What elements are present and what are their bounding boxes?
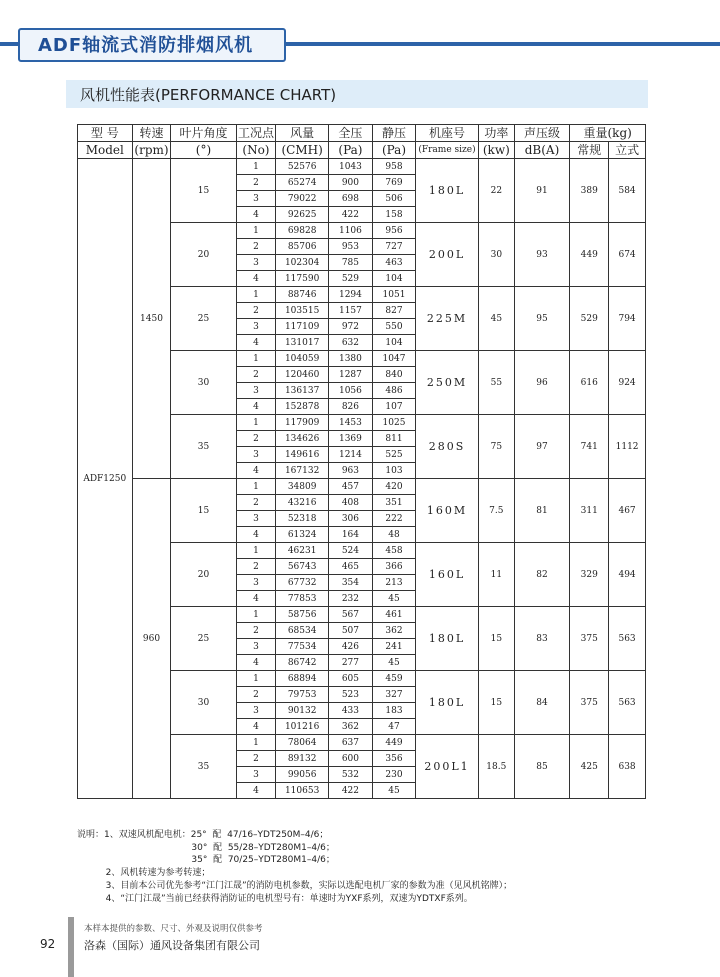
point-cell: 2 [236,751,276,767]
total-pressure-cell: 567 [328,607,372,623]
airflow-cell: 46231 [276,543,328,559]
static-pressure-cell: 158 [372,207,415,223]
header-airflow-unit: (CMH) [276,142,328,159]
static-pressure-cell: 45 [372,591,415,607]
total-pressure-cell: 1043 [328,159,372,175]
airflow-cell: 110653 [276,783,328,799]
point-cell: 1 [236,159,276,175]
header-angle-unit: (°) [171,142,236,159]
notes [77,829,512,905]
total-pressure-cell: 1214 [328,447,372,463]
static-pressure-cell: 459 [372,671,415,687]
total-pressure-cell: 306 [328,511,372,527]
point-cell: 1 [236,607,276,623]
point-cell: 2 [236,559,276,575]
note-line: 35° 配 70/25–YDT280M1–4/6； [77,855,335,866]
airflow-cell: 58756 [276,607,328,623]
weight-vertical-cell: 924 [609,351,646,415]
point-cell: 4 [236,527,276,543]
header-noise-unit: dB(A) [514,142,570,159]
point-cell: 2 [236,175,276,191]
total-pressure-cell: 900 [328,175,372,191]
table-row [78,479,646,495]
airflow-cell: 152878 [276,399,328,415]
frame-cell: 250M [416,351,479,415]
table-row [78,159,646,175]
noise-cell: 82 [514,543,570,607]
airflow-cell: 167132 [276,463,328,479]
airflow-cell: 69828 [276,223,328,239]
header-total-pressure: 全压 [328,125,372,142]
static-pressure-cell: 107 [372,399,415,415]
point-cell: 4 [236,719,276,735]
noise-cell: 81 [514,479,570,543]
angle-cell: 15 [171,479,236,543]
noise-cell: 93 [514,223,570,287]
power-cell: 45 [478,287,514,351]
point-cell: 3 [236,319,276,335]
static-pressure-cell: 327 [372,687,415,703]
airflow-cell: 117590 [276,271,328,287]
static-pressure-cell: 811 [372,431,415,447]
static-pressure-cell: 486 [372,383,415,399]
frame-cell: 225M [416,287,479,351]
point-cell: 2 [236,495,276,511]
airflow-cell: 120460 [276,367,328,383]
airflow-cell: 131017 [276,335,328,351]
weight-standard-cell: 529 [570,287,609,351]
static-pressure-cell: 840 [372,367,415,383]
point-cell: 3 [236,191,276,207]
airflow-cell: 79753 [276,687,328,703]
airflow-cell: 68534 [276,623,328,639]
angle-cell: 20 [171,223,236,287]
airflow-cell: 103515 [276,303,328,319]
static-pressure-cell: 449 [372,735,415,751]
page-number: 92 [40,937,56,951]
airflow-cell: 68894 [276,671,328,687]
airflow-cell: 136137 [276,383,328,399]
total-pressure-cell: 1157 [328,303,372,319]
total-pressure-cell: 1287 [328,367,372,383]
airflow-cell: 52318 [276,511,328,527]
header-angle: 叶片角度 [171,125,236,142]
total-pressure-cell: 529 [328,271,372,287]
airflow-cell: 117909 [276,415,328,431]
static-pressure-cell: 351 [372,495,415,511]
airflow-cell: 78064 [276,735,328,751]
total-pressure-cell: 1056 [328,383,372,399]
airflow-cell: 92625 [276,207,328,223]
noise-cell: 91 [514,159,570,223]
header-weight: 重量(kg) [570,125,646,142]
total-pressure-cell: 605 [328,671,372,687]
noise-cell: 83 [514,607,570,671]
total-pressure-cell: 637 [328,735,372,751]
static-pressure-cell: 222 [372,511,415,527]
power-cell: 7.5 [478,479,514,543]
noise-cell: 97 [514,415,570,479]
total-pressure-cell: 1294 [328,287,372,303]
angle-cell: 15 [171,159,236,223]
total-pressure-cell: 785 [328,255,372,271]
total-pressure-cell: 1106 [328,223,372,239]
total-pressure-cell: 524 [328,543,372,559]
angle-cell: 25 [171,287,236,351]
header-row-top [78,125,646,142]
model-cell: ADF1250 [78,159,133,799]
point-cell: 1 [236,351,276,367]
static-pressure-cell: 47 [372,719,415,735]
power-cell: 18.5 [478,735,514,799]
power-cell: 75 [478,415,514,479]
total-pressure-cell: 1369 [328,431,372,447]
company-name: 洛森（国际）通风设备集团有限公司 [84,939,260,952]
static-pressure-cell: 958 [372,159,415,175]
static-pressure-cell: 362 [372,623,415,639]
total-pressure-cell: 1453 [328,415,372,431]
static-pressure-cell: 769 [372,175,415,191]
airflow-cell: 67732 [276,575,328,591]
airflow-cell: 61324 [276,527,328,543]
weight-standard-cell: 616 [570,351,609,415]
point-cell: 4 [236,591,276,607]
airflow-cell: 85706 [276,239,328,255]
weight-vertical-cell: 674 [609,223,646,287]
static-pressure-cell: 366 [372,559,415,575]
note-line: 30° 配 55/28–YDT280M1–4/6； [77,842,335,853]
total-pressure-cell: 632 [328,335,372,351]
total-pressure-cell: 600 [328,751,372,767]
static-pressure-cell: 1025 [372,415,415,431]
total-pressure-cell: 507 [328,623,372,639]
point-cell: 3 [236,703,276,719]
static-pressure-cell: 1047 [372,351,415,367]
frame-cell: 160M [416,479,479,543]
airflow-cell: 77853 [276,591,328,607]
speed-cell: 960 [132,479,171,799]
weight-vertical-cell: 563 [609,607,646,671]
static-pressure-cell: 506 [372,191,415,207]
angle-cell: 35 [171,735,236,799]
total-pressure-cell: 354 [328,575,372,591]
static-pressure-cell: 550 [372,319,415,335]
weight-vertical-cell: 584 [609,159,646,223]
header-point-unit: (No) [236,142,276,159]
static-pressure-cell: 104 [372,271,415,287]
total-pressure-cell: 963 [328,463,372,479]
frame-cell: 180L [416,159,479,223]
static-pressure-cell: 45 [372,655,415,671]
note-line: 4、“江门江晟”当前已经获得消防证的电机型号有：单速时为YXF系列，双速为YDTXF系列。 [77,893,473,904]
angle-cell: 30 [171,351,236,415]
point-cell: 2 [236,303,276,319]
point-cell: 4 [236,335,276,351]
noise-cell: 95 [514,287,570,351]
total-pressure-cell: 972 [328,319,372,335]
section-title: 风机性能表(PERFORMANCE CHART) [80,86,337,104]
point-cell: 2 [236,623,276,639]
weight-standard-cell: 449 [570,223,609,287]
total-pressure-cell: 457 [328,479,372,495]
static-pressure-cell: 458 [372,543,415,559]
point-cell: 4 [236,783,276,799]
header-static-pressure: 静压 [372,125,415,142]
weight-standard-cell: 329 [570,543,609,607]
airflow-cell: 43216 [276,495,328,511]
point-cell: 3 [236,255,276,271]
static-pressure-cell: 956 [372,223,415,239]
header-weight-standard: 常规 [570,142,609,159]
point-cell: 3 [236,575,276,591]
footer-accent-bar [68,917,74,977]
airflow-cell: 134626 [276,431,328,447]
power-cell: 30 [478,223,514,287]
weight-standard-cell: 389 [570,159,609,223]
static-pressure-cell: 48 [372,527,415,543]
point-cell: 4 [236,463,276,479]
header-static-pressure-unit: (Pa) [372,142,415,159]
total-pressure-cell: 698 [328,191,372,207]
angle-cell: 30 [171,671,236,735]
header-power-unit: (kw) [478,142,514,159]
airflow-cell: 88746 [276,287,328,303]
frame-cell: 180L [416,671,479,735]
total-pressure-cell: 1380 [328,351,372,367]
airflow-cell: 117109 [276,319,328,335]
point-cell: 4 [236,399,276,415]
static-pressure-cell: 356 [372,751,415,767]
header-frame-unit: (Frame size) [416,142,479,159]
point-cell: 4 [236,271,276,287]
point-cell: 1 [236,479,276,495]
airflow-cell: 56743 [276,559,328,575]
power-cell: 15 [478,671,514,735]
point-cell: 1 [236,671,276,687]
performance-table [77,124,646,799]
weight-vertical-cell: 1112 [609,415,646,479]
airflow-cell: 101216 [276,719,328,735]
power-cell: 11 [478,543,514,607]
total-pressure-cell: 277 [328,655,372,671]
point-cell: 4 [236,207,276,223]
point-cell: 4 [236,655,276,671]
static-pressure-cell: 420 [372,479,415,495]
header-power: 功率 [478,125,514,142]
point-cell: 1 [236,415,276,431]
airflow-cell: 52576 [276,159,328,175]
point-cell: 3 [236,767,276,783]
header-point: 工况点 [237,125,274,140]
total-pressure-cell: 523 [328,687,372,703]
total-pressure-cell: 164 [328,527,372,543]
static-pressure-cell: 525 [372,447,415,463]
static-pressure-cell: 213 [372,575,415,591]
page-title: ADF轴流式消防排烟风机 [38,35,254,56]
total-pressure-cell: 532 [328,767,372,783]
weight-standard-cell: 425 [570,735,609,799]
table-header [78,125,646,159]
total-pressure-cell: 422 [328,207,372,223]
total-pressure-cell: 826 [328,399,372,415]
total-pressure-cell: 953 [328,239,372,255]
frame-cell: 200L1 [416,735,479,799]
note-line: 2、风机转速为参考转速； [77,868,211,879]
airflow-cell: 65274 [276,175,328,191]
weight-vertical-cell: 467 [609,479,646,543]
frame-cell: 160L [416,543,479,607]
total-pressure-cell: 426 [328,639,372,655]
weight-vertical-cell: 638 [609,735,646,799]
static-pressure-cell: 463 [372,255,415,271]
power-cell: 22 [478,159,514,223]
power-cell: 15 [478,607,514,671]
header-weight-vertical: 立式 [609,142,646,159]
airflow-cell: 34809 [276,479,328,495]
total-pressure-cell: 465 [328,559,372,575]
weight-vertical-cell: 794 [609,287,646,351]
point-cell: 2 [236,431,276,447]
airflow-cell: 89132 [276,751,328,767]
table-body [78,159,646,799]
header-noise: 声压级 [514,125,570,142]
point-cell: 1 [236,287,276,303]
static-pressure-cell: 461 [372,607,415,623]
header-row-bottom [78,142,646,159]
static-pressure-cell: 103 [372,463,415,479]
weight-standard-cell: 375 [570,671,609,735]
total-pressure-cell: 408 [328,495,372,511]
point-cell: 3 [236,447,276,463]
frame-cell: 280S [416,415,479,479]
header-banner [0,28,720,62]
weight-vertical-cell: 563 [609,671,646,735]
header-speed: 转速 [132,125,171,142]
header-total-pressure-unit: (Pa) [328,142,372,159]
airflow-cell: 99056 [276,767,328,783]
note-line: 3、目前本公司优先参考“江门江晟”的消防电机参数，实际以选配电机厂家的参数为准（见风机铭牌）； [77,880,513,891]
header-speed-unit: (rpm) [132,142,171,159]
weight-standard-cell: 311 [570,479,609,543]
static-pressure-cell: 183 [372,703,415,719]
weight-standard-cell: 375 [570,607,609,671]
airflow-cell: 102304 [276,255,328,271]
airflow-cell: 149616 [276,447,328,463]
frame-cell: 200L [416,223,479,287]
static-pressure-cell: 104 [372,335,415,351]
point-cell: 1 [236,223,276,239]
angle-cell: 20 [171,543,236,607]
total-pressure-cell: 232 [328,591,372,607]
point-cell: 3 [236,511,276,527]
airflow-cell: 104059 [276,351,328,367]
angle-cell: 25 [171,607,236,671]
note-line: 说明：1、双速风机配电机：25° 配 47/16–YDT250M–4/6； [77,830,329,840]
airflow-cell: 79022 [276,191,328,207]
point-cell: 2 [236,687,276,703]
point-cell: 3 [236,383,276,399]
angle-cell: 35 [171,415,236,479]
airflow-cell: 90132 [276,703,328,719]
noise-cell: 84 [514,671,570,735]
total-pressure-cell: 362 [328,719,372,735]
weight-standard-cell: 741 [570,415,609,479]
airflow-cell: 77534 [276,639,328,655]
header-model-en: Model [78,142,133,159]
static-pressure-cell: 241 [372,639,415,655]
static-pressure-cell: 727 [372,239,415,255]
speed-cell: 1450 [132,159,171,479]
frame-cell: 180L [416,607,479,671]
header-model: 型 号 [78,125,133,142]
header-airflow: 风量 [276,125,328,142]
total-pressure-cell: 433 [328,703,372,719]
point-cell: 1 [236,543,276,559]
point-cell: 2 [236,367,276,383]
noise-cell: 85 [514,735,570,799]
static-pressure-cell: 45 [372,783,415,799]
static-pressure-cell: 1051 [372,287,415,303]
weight-vertical-cell: 494 [609,543,646,607]
airflow-cell: 86742 [276,655,328,671]
header-frame: 机座号 [416,125,479,142]
point-cell: 1 [236,735,276,751]
total-pressure-cell: 422 [328,783,372,799]
static-pressure-cell: 827 [372,303,415,319]
noise-cell: 96 [514,351,570,415]
point-cell: 2 [236,239,276,255]
static-pressure-cell: 230 [372,767,415,783]
point-cell: 3 [236,639,276,655]
footer-disclaimer: 本样本提供的参数、尺寸、外观及说明仅供参考 [84,924,263,934]
power-cell: 55 [478,351,514,415]
